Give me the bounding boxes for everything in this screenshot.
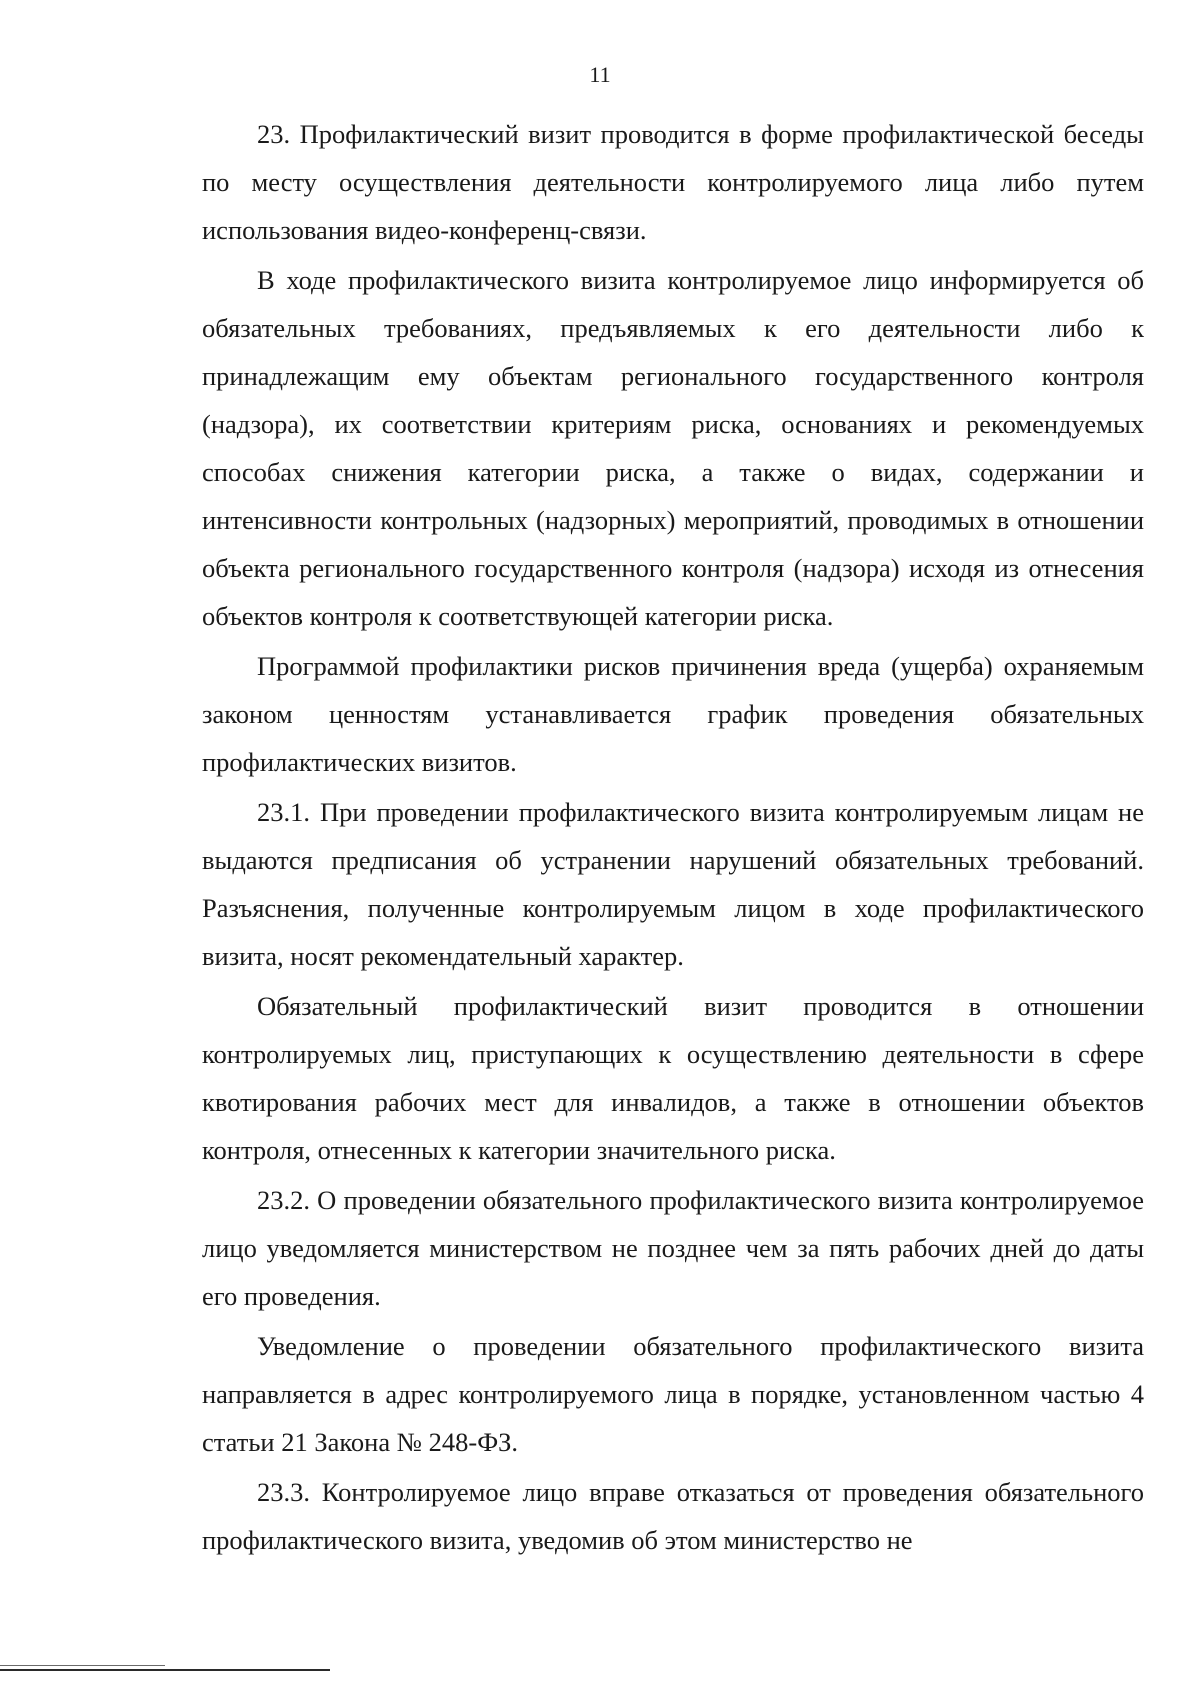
paragraph-23-3: 23.3. Контролируемое лицо вправе отказаться от проведения обязательного профилактического визита, уведомив об этом министерство не [202, 1477, 1144, 1555]
paragraph-visit-info: В ходе профилактического визита контролируемое лицо информируется об обязательных требованиях, предъявляемых к его деятельности либо к принадлежащим ему объектам регионального государственного контроля (надзора), их соответствии критериям риска, основаниях и рекомендуемых способах снижения категории риска, а также о видах, содержании и интенсивности контрольных (надзорных) мероприятий, проводимых в отношении объекта регионального государственного контроля (надзора) исходя из отнесения объектов контроля к соответствующей категории риска. [202, 265, 1144, 631]
paragraph-mandatory-visit: Обязательный профилактический визит проводится в отношении контролируемых лиц, приступающих к осуществлению деятельности в сфере квотирования рабочих мест для инвалидов, а также в отношении объектов контроля, отнесенных к категории значительного риска. [202, 991, 1144, 1165]
paragraph-23-2: 23.2. О проведении обязательного профилактического визита контролируемое лицо уведомляется министерством не позднее чем за пять рабочих дней до даты его проведения. [202, 1185, 1144, 1311]
footer-line [0, 1669, 330, 1671]
paragraph-23: 23. Профилактический визит проводится в форме профилактической беседы по месту осуществления деятельности контролируемого лица либо путем использования видео-конференц-связи. [202, 119, 1144, 245]
paragraph-program-schedule: Программой профилактики рисков причинения вреда (ущерба) охраняемым законом ценностям устанавливается график проведения обязательных профилактических визитов. [202, 651, 1144, 777]
paragraph-notification: Уведомление о проведении обязательного профилактического визита направляется в адрес контролируемого лица в порядке, установленном частью 4 статьи 21 Закона № 248-ФЗ. [202, 1331, 1144, 1457]
paragraph-23-1: 23.1. При проведении профилактического визита контролируемым лицам не выдаются предписания об устранении нарушений обязательных требований. Разъяснения, полученные контролируемым лицом в ходе профилактического визита, носят рекомендательный характер. [202, 797, 1144, 971]
document-body [202, 110, 1144, 1564]
page-number: 11 [589, 62, 611, 87]
footer-line-short [0, 1665, 165, 1666]
